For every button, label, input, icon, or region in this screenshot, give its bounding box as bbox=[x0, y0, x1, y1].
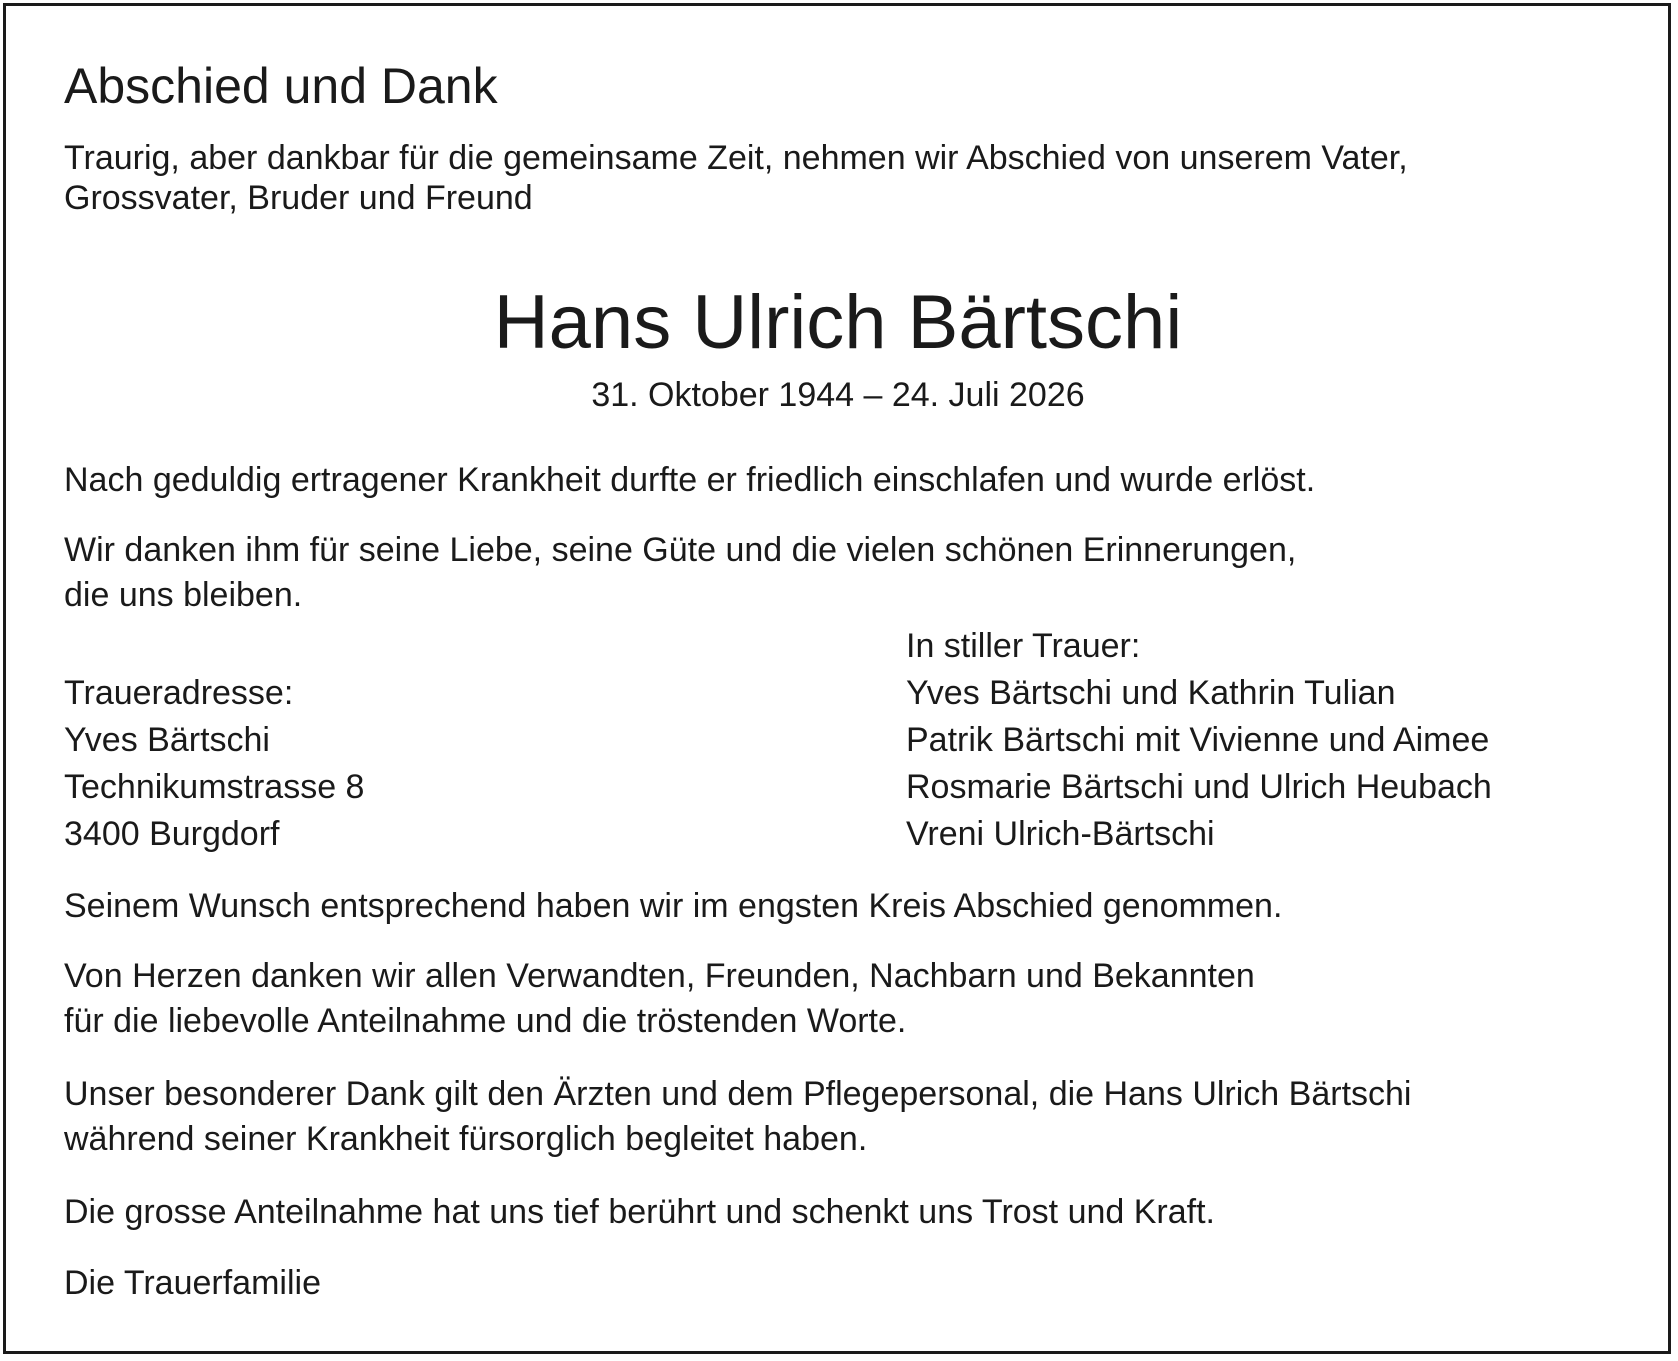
mourners-label: In stiller Trauer: bbox=[906, 627, 1141, 665]
mourner-name: Yves Bärtschi und Kathrin Tulian bbox=[906, 674, 1396, 712]
paragraph-thanks-line-1: Wir danken ihm für seine Liebe, seine Güte und die vielen schönen Erinnerungen, bbox=[64, 531, 1297, 569]
paragraph-illness: Nach geduldig ertragener Krankheit durfte er friedlich einschlafen und wurde erlöst. bbox=[64, 461, 1316, 499]
mourners-block bbox=[906, 623, 1492, 858]
paragraph-doctors-line-1: Unser besonderer Dank gilt den Ärzten und dem Pflegepersonal, die Hans Ulrich Bärtschi bbox=[64, 1075, 1412, 1113]
address-city: 3400 Burgdorf bbox=[64, 815, 280, 853]
mourner-name: Patrik Bärtschi mit Vivienne und Aimee bbox=[906, 721, 1490, 759]
paragraph-farewell: Seinem Wunsch entsprechend haben wir im engsten Kreis Abschied genommen. bbox=[64, 887, 1283, 925]
address-block bbox=[64, 670, 364, 858]
signature: Die Trauerfamilie bbox=[64, 1264, 321, 1302]
paragraph-gratitude-line-1: Von Herzen danken wir allen Verwandten, Freunden, Nachbarn und Bekannten bbox=[64, 957, 1255, 995]
paragraph-gratitude-line-2: für die liebevolle Anteilnahme und die tröstenden Worte. bbox=[64, 1002, 907, 1040]
obituary-heading: Abschied und Dank bbox=[64, 58, 498, 114]
address-label: Traueradresse: bbox=[64, 674, 294, 712]
mourner-name: Rosmarie Bärtschi und Ulrich Heubach bbox=[906, 768, 1492, 806]
address-name: Yves Bärtschi bbox=[64, 721, 270, 759]
paragraph-condolences: Die grosse Anteilnahme hat uns tief berührt und schenkt uns Trost und Kraft. bbox=[64, 1193, 1215, 1231]
life-dates: 31. Oktober 1944 – 24. Juli 2026 bbox=[591, 376, 1085, 414]
deceased-name: Hans Ulrich Bärtschi bbox=[493, 280, 1183, 365]
intro-line-1: Traurig, aber dankbar für die gemeinsame Zeit, nehmen wir Abschied von unserem Vater, bbox=[64, 139, 1408, 177]
paragraph-thanks-line-2: die uns bleiben. bbox=[64, 576, 303, 614]
mourner-name: Vreni Ulrich-Bärtschi bbox=[906, 815, 1215, 853]
address-street: Technikumstrasse 8 bbox=[64, 768, 365, 806]
intro-line-2: Grossvater, Bruder und Freund bbox=[64, 179, 533, 217]
paragraph-doctors-line-2: während seiner Krankheit fürsorglich begleitet haben. bbox=[64, 1120, 868, 1158]
